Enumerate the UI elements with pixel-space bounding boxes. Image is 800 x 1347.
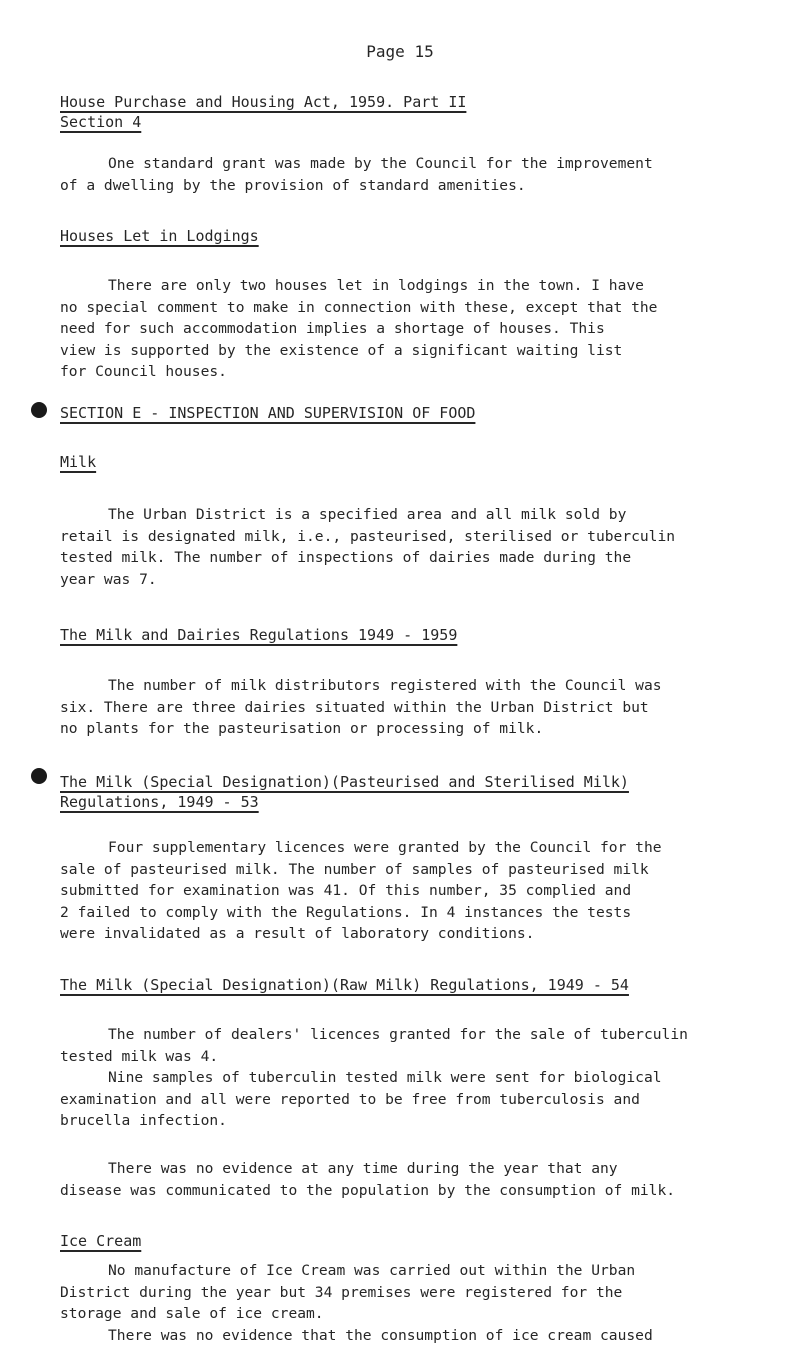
paragraph-line: no special comment to make in connection with these, except that the <box>60 298 658 316</box>
heading-line: Ice Cream <box>60 1232 142 1250</box>
heading-line: Milk <box>60 453 97 471</box>
heading-line: Section 4 <box>60 113 142 131</box>
paragraph-line: storage and sale of ice cream. <box>60 1305 324 1322</box>
heading-line: The Milk (Special Designation)(Raw Milk) Regulations, 1949 - 54 <box>60 976 629 994</box>
section-heading <box>60 975 629 995</box>
punch-hole <box>31 768 47 784</box>
section-heading <box>60 1231 141 1251</box>
paragraph-line: Four supplementary licences were granted by the Council for the <box>108 839 662 856</box>
section-heading <box>60 772 629 812</box>
paragraph <box>60 504 745 590</box>
paragraph-line: year was 7. <box>60 570 157 588</box>
paragraph-line: disease was communicated to the population by the consumption of milk. <box>60 1181 676 1199</box>
heading-line: Houses Let in Lodgings <box>60 227 259 245</box>
paragraph-line: There was no evidence at any time during the year that any <box>108 1160 618 1177</box>
paragraph-line: retail is designated milk, i.e., pasteurised, sterilised or tuberculin <box>60 527 676 545</box>
paragraph-line: tested milk was 4. <box>60 1047 219 1065</box>
paragraph-line: tested milk. The number of inspections of dairies made during the <box>60 549 632 566</box>
paragraph-line: District during the year but 34 premises were registered for the <box>60 1283 623 1301</box>
paragraph-line: The number of dealers' licences granted for the sale of tuberculin <box>108 1026 688 1043</box>
heading-line: House Purchase and Housing Act, 1959. Part II <box>60 93 467 111</box>
paragraph <box>60 1260 745 1346</box>
section-heading <box>60 403 475 423</box>
paragraph-line: The Urban District is a specified area and all milk sold by <box>108 506 627 523</box>
paragraph-line: There are only two houses let in lodgings in the town. I have <box>108 277 644 294</box>
paragraph <box>60 153 745 196</box>
paragraph-line: brucella infection. <box>60 1112 227 1129</box>
paragraph-line: six. There are three dairies situated within the Urban District but <box>60 698 649 716</box>
paragraph-line: of a dwelling by the provision of standard amenities. <box>60 176 526 194</box>
paragraph-line: view is supported by the existence of a significant waiting list <box>60 341 623 359</box>
paragraph-line: examination and all were reported to be free from tuberculosis and <box>60 1090 640 1108</box>
paragraph-line: No manufacture of Ice Cream was carried out within the Urban <box>108 1262 636 1279</box>
paragraph-line: Nine samples of tuberculin tested milk were sent for biological <box>108 1069 662 1086</box>
heading-line: Regulations, 1949 - 53 <box>60 793 259 811</box>
heading-line: SECTION E - INSPECTION AND SUPERVISION OF FOOD <box>60 404 476 422</box>
section-heading <box>60 226 259 246</box>
paragraph-line: 2 failed to comply with the Regulations. In 4 instances the tests <box>60 903 632 921</box>
paragraph-line: no plants for the pasteurisation or processing of milk. <box>60 720 544 737</box>
paragraph-line: submitted for examination was 41. Of this number, 35 complied and <box>60 882 632 899</box>
paragraph-line: for Council houses. <box>60 363 227 380</box>
paragraph-line: The number of milk distributors registered with the Council was <box>108 677 662 694</box>
paragraph <box>60 837 745 945</box>
page-number: Page 15 <box>366 42 434 61</box>
paragraph-line: sale of pasteurised milk. The number of samples of pasteurised milk <box>60 860 649 878</box>
heading-line: The Milk (Special Designation)(Pasteurised and Sterilised Milk) <box>60 773 629 791</box>
paragraph <box>60 1024 745 1132</box>
paragraph-line: need for such accommodation implies a shortage of houses. This <box>60 320 605 337</box>
paragraph <box>60 675 745 740</box>
paragraph <box>60 275 745 383</box>
paragraph-line: There was no evidence that the consumption of ice cream caused <box>108 1326 653 1344</box>
paragraph-line: were invalidated as a result of laboratory conditions. <box>60 925 535 942</box>
section-heading <box>60 452 96 472</box>
paragraph <box>60 1158 745 1201</box>
paragraph-line: One standard grant was made by the Council for the improvement <box>108 155 653 172</box>
heading-line: The Milk and Dairies Regulations 1949 - 1959 <box>60 626 458 644</box>
punch-hole <box>31 402 47 418</box>
section-heading <box>60 625 457 645</box>
section-heading <box>60 92 466 132</box>
